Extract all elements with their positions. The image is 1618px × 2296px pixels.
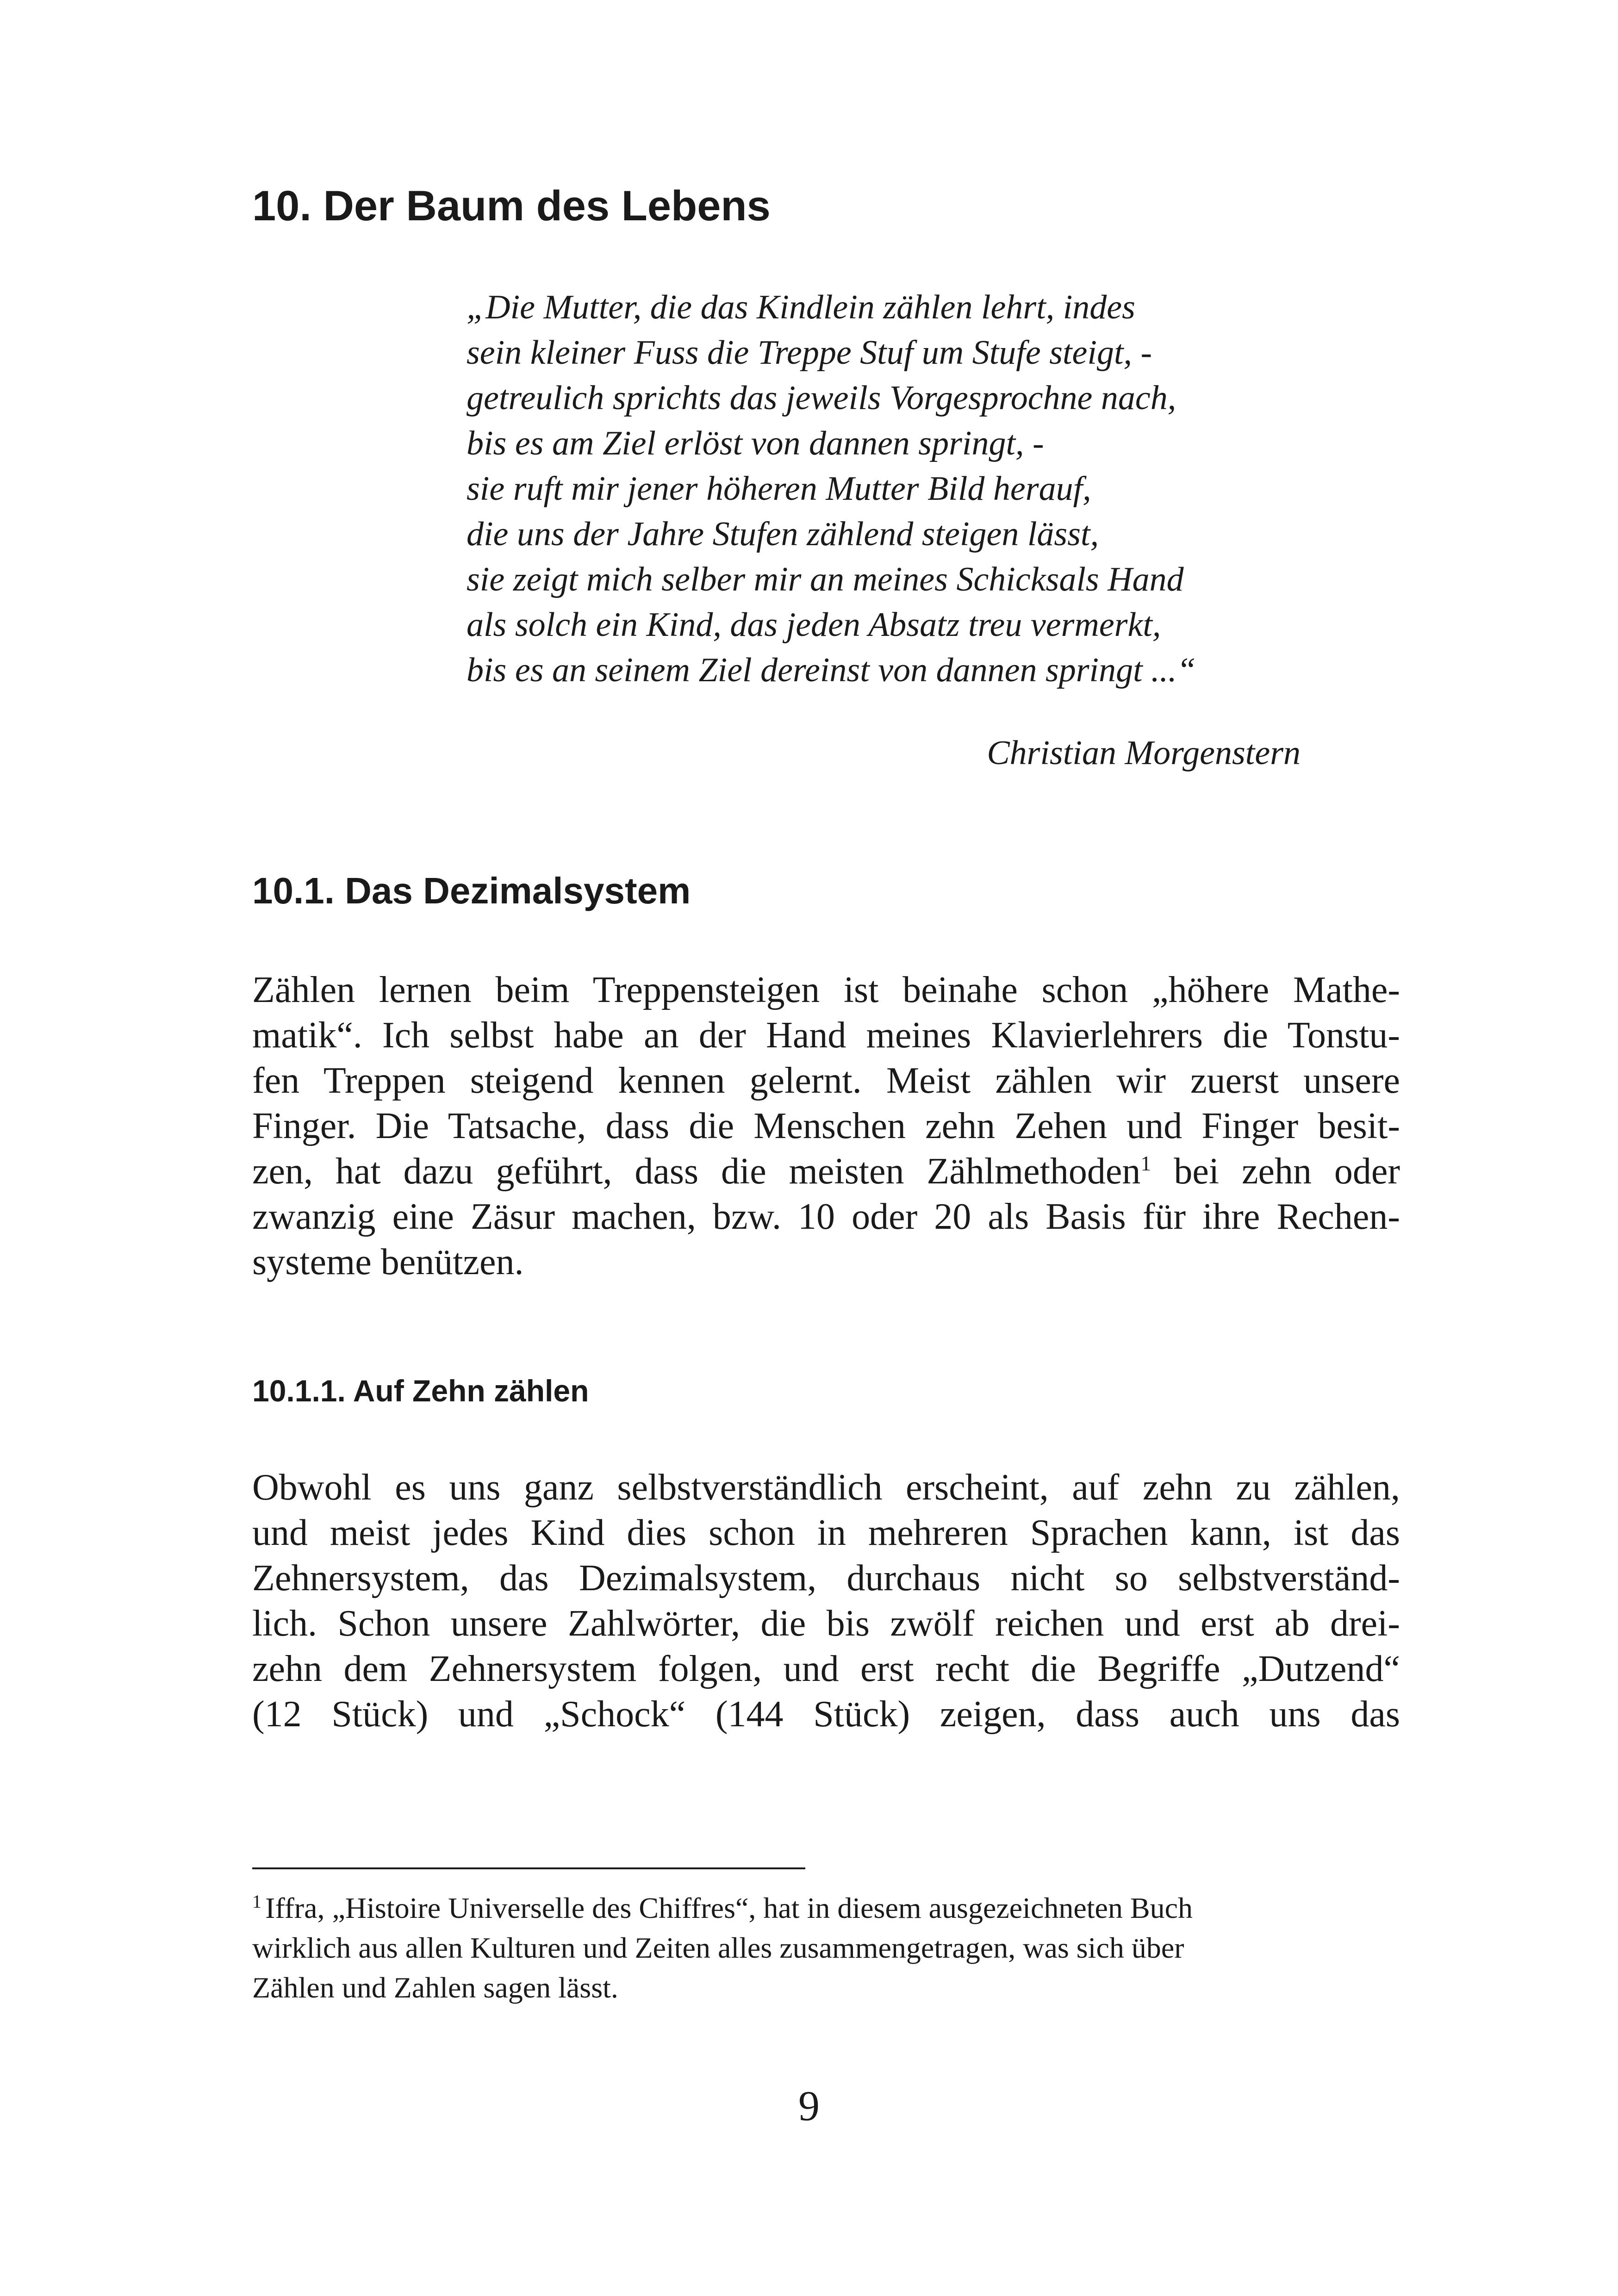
footnote-line: Zählen und Zahlen sagen lässt. [252, 1971, 618, 2004]
footnote-reference[interactable]: 1 [1140, 1151, 1151, 1175]
footnote-divider [252, 1867, 805, 1869]
paragraph-text: bei zehn oder [1151, 1151, 1400, 1192]
paragraph-line: systeme benützen. [252, 1242, 524, 1282]
epigraph-poem [467, 285, 1346, 693]
paragraph-line: und meist jedes Kind dies schon in mehreren Sprachen kann, ist das [252, 1512, 1400, 1553]
footnote-marker: 1 [252, 1891, 261, 1912]
chapter-title: 10. Der Baum des Lebens [252, 182, 771, 230]
paragraph-line: zwanzig eine Zäsur machen, bzw. 10 oder 20 als Basis für ihre Rechen- [252, 1196, 1400, 1237]
footnote-line: wirklich aus allen Kulturen und Zeiten alles zusammengetragen, was sich über [252, 1931, 1184, 1964]
epigraph-line: sie zeigt mich selber mir an meines Schicksals Hand [467, 560, 1184, 598]
footnote-line [252, 1888, 1400, 1928]
footnote [252, 1888, 1400, 2008]
paragraph-line [252, 1149, 1400, 1194]
section-title: 10.1. Das Dezimalsystem [252, 870, 691, 911]
section-paragraph [252, 967, 1400, 1285]
epigraph-line: sein kleiner Fuss die Treppe Stuf um Stufe steigt, - [467, 334, 1152, 372]
page-number: 9 [798, 2082, 820, 2129]
footnote-text: Iffra, „Histoire Universelle des Chiffres“, hat in diesem ausgezeichneten Buch [265, 1892, 1193, 1924]
paragraph-line: lich. Schon unsere Zahlwörter, die bis zwölf reichen und erst ab drei- [252, 1603, 1400, 1644]
paragraph-line: Zählen lernen beim Treppensteigen ist beinahe schon „höhere Mathe- [252, 970, 1400, 1010]
paragraph-line: Zehnersystem, das Dezimalsystem, durchaus nicht so selbstverständ- [252, 1558, 1400, 1599]
epigraph-line: getreulich sprichts das jeweils Vorgesprochne nach, [467, 379, 1176, 417]
epigraph-line: bis es am Ziel erlöst von dannen springt, - [467, 424, 1044, 462]
paragraph-line: fen Treppen steigend kennen gelernt. Meist zählen wir zuerst unsere [252, 1060, 1400, 1101]
paragraph-line: matik“. Ich selbst habe an der Hand meines Klavierlehrers die Tonstu- [252, 1015, 1400, 1056]
epigraph-line: als solch ein Kind, das jeden Absatz treu vermerkt, [467, 606, 1161, 644]
subsection-paragraph [252, 1465, 1400, 1737]
paragraph-line: zehn dem Zehnersystem folgen, und erst recht die Begriffe „Dutzend“ [252, 1649, 1400, 1689]
epigraph-line: die uns der Jahre Stufen zählend steigen lässt, [467, 515, 1099, 553]
epigraph-line: „Die Mutter, die das Kindlein zählen lehrt, indes [467, 288, 1135, 326]
paragraph-text: zen, hat dazu geführt, dass die meisten Zählmethoden [252, 1151, 1141, 1192]
subsection-title: 10.1.1. Auf Zehn zählen [252, 1374, 589, 1408]
epigraph-author: Christian Morgenstern [987, 734, 1301, 772]
paragraph-line: Obwohl es uns ganz selbstverständlich erscheint, auf zehn zu zählen, [252, 1467, 1400, 1508]
epigraph-line: sie ruft mir jener höheren Mutter Bild herauf, [467, 470, 1091, 508]
epigraph-line: bis es an seinem Ziel dereinst von dannen springt ...“ [467, 651, 1196, 689]
paragraph-line: Finger. Die Tatsache, dass die Menschen zehn Zehen und Finger besit- [252, 1106, 1400, 1146]
paragraph-line: (12 Stück) und „Schock“ (144 Stück) zeigen, dass auch uns das [252, 1694, 1400, 1735]
